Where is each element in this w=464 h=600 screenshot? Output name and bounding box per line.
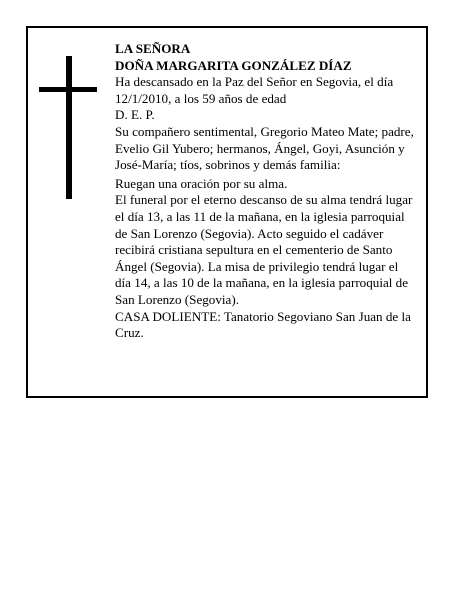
family-list: Su compañero sentimental, Gregorio Mateo Mate; padre, Evelio Gil Yubero; hermanos, Ángel, Goyi, Asunción y José-María; tíos, sobrinos y demás familia: [115,123,414,173]
notice-title-line1: LA SEÑORA [115,41,191,56]
prayer-request: Ruegan una oración por su alma. [115,175,288,191]
cross-horizontal-bar [39,87,97,92]
rip-line: D. E. P. [115,107,155,123]
notice-title-name: DOÑA MARGARITA GONZÁLEZ DÍAZ [115,57,352,73]
notice-text [115,41,417,342]
funeral-home: CASA DOLIENTE: Tanatorio Segoviano San Juan de la Cruz. [115,308,411,341]
death-announcement: Ha descansado en la Paz del Señor en Segovia, el día 12/1/2010, a los 59 años de edad [115,74,394,106]
obituary-notice [26,26,428,398]
funeral-details: El funeral por el eterno descanso de su alma tendrá lugar el día 13, a las 11 de la mañana, en la iglesia parroquial de San Lorenzo (Segovia). Acto seguido el cadáver recibirá cristiana sepultura en el cementerio de Santo Ángel (Segovia). La misa de privilegio tendrá lugar el día 14, a las 10 de la mañana, en la iglesia parroquial de San Lorenzo (Segovia). [115,192,413,307]
cross-vertical-bar [66,56,72,199]
